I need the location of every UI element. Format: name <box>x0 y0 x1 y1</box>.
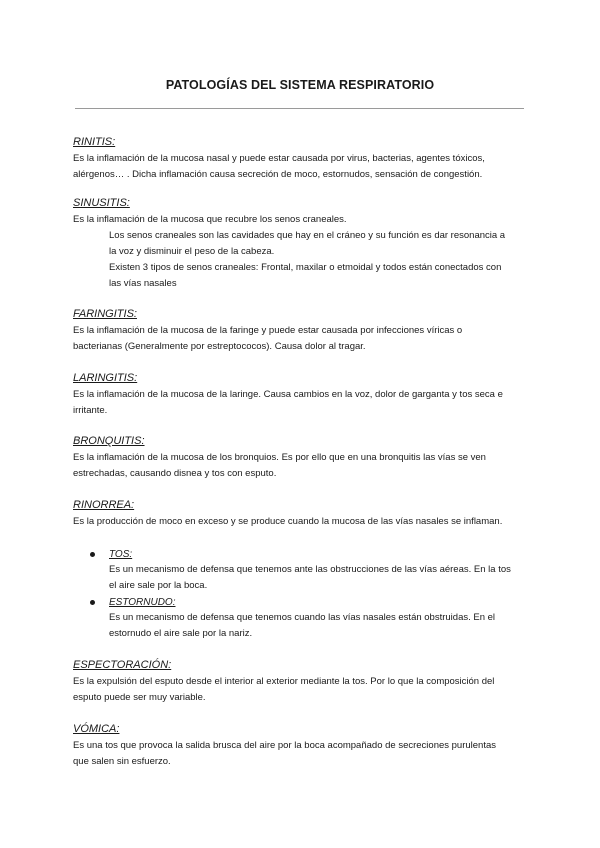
section-heading: VÓMICA: <box>73 723 120 735</box>
paragraph-line: Es la producción de moco en exceso y se produce cuando la mucosa de las vías nasales se inflaman. <box>73 516 503 527</box>
paragraph-line: Es la inflamación de la mucosa que recubre los senos craneales. <box>73 214 347 225</box>
bullet-line: Es un mecanismo de defensa que tenemos cuando las vías nasales están obstruidas. En el <box>109 612 496 623</box>
section-heading: RINITIS: <box>73 136 116 148</box>
bullet-line: el aire sale por la boca. <box>109 580 208 591</box>
bullet-line: estornudo el aire sale por la nariz. <box>109 628 253 639</box>
paragraph-line: bacterianas (Generalmente por estreptococos). Causa dolor al tragar. <box>73 341 366 352</box>
section-faringitis <box>73 308 533 355</box>
bullet-heading: TOS: <box>109 549 133 560</box>
indented-line: Existen 3 tipos de senos craneales: Frontal, maxilar o etmoidal y todos están conectados con <box>109 262 502 273</box>
section-espectoracion <box>73 659 533 706</box>
section-heading: ESPECTORACIÓN: <box>73 659 172 671</box>
paragraph-line: alérgenos… . Dicha inflamación causa secreción de moco, estornudos, sensación de congestión. <box>73 169 483 180</box>
section-heading: LARINGITIS: <box>73 372 138 384</box>
paragraph-line: que salen sin esfuerzo. <box>73 756 171 767</box>
paragraph-line: Es la inflamación de la mucosa de los bronquios. Es por ello que en una bronquitis las vías se ven <box>73 452 486 463</box>
section-laringitis <box>73 372 533 419</box>
title-divider <box>75 108 524 109</box>
section-bronquitis <box>73 435 533 482</box>
bullet-item-estornudo <box>73 596 533 642</box>
paragraph-line: Es la expulsión del esputo desde el interior al exterior mediante la tos. Por lo que la composición del <box>73 676 495 687</box>
bullet-line: Es un mecanismo de defensa que tenemos ante las obstrucciones de las vías aéreas. En la tos <box>109 564 511 575</box>
bullet-icon <box>90 600 95 605</box>
paragraph-line: irritante. <box>73 405 108 416</box>
section-sinusitis <box>73 197 533 292</box>
section-heading: SINUSITIS: <box>73 197 130 209</box>
bullet-heading: ESTORNUDO: <box>109 597 176 608</box>
bullet-icon <box>90 552 95 557</box>
page-title: PATOLOGÍAS DEL SISTEMA RESPIRATORIO <box>165 78 435 92</box>
section-rinitis <box>73 136 533 183</box>
section-rinorrea <box>73 499 533 530</box>
section-vomica <box>73 723 533 770</box>
section-heading: BRONQUITIS: <box>73 435 145 447</box>
paragraph-line: esputo puede ser muy variable. <box>73 692 206 703</box>
bullet-item-tos <box>73 548 533 594</box>
indented-line: la voz y disminuir el peso de la cabeza. <box>109 246 275 257</box>
indented-line: las vías nasales <box>109 278 177 289</box>
section-heading: FARINGITIS: <box>73 308 137 320</box>
paragraph-line: Es la inflamación de la mucosa de la laringe. Causa cambios en la voz, dolor de garganta y tos seca e <box>73 389 503 400</box>
paragraph-line: Es una tos que provoca la salida brusca del aire por la boca acompañado de secreciones purulentas <box>73 740 497 751</box>
section-heading: RINORREA: <box>73 499 135 511</box>
paragraph-line: Es la inflamación de la mucosa de la faringe y puede estar causada por infecciones víricas o <box>73 325 463 336</box>
paragraph-line: Es la inflamación de la mucosa nasal y puede estar causada por virus, bacterias, agentes tóxicos, <box>73 153 485 164</box>
indented-line: Los senos craneales son las cavidades que hay en el cráneo y su función es dar resonancia a <box>109 230 506 241</box>
paragraph-line: estrechadas, causando disnea y tos con esputo. <box>73 468 277 479</box>
